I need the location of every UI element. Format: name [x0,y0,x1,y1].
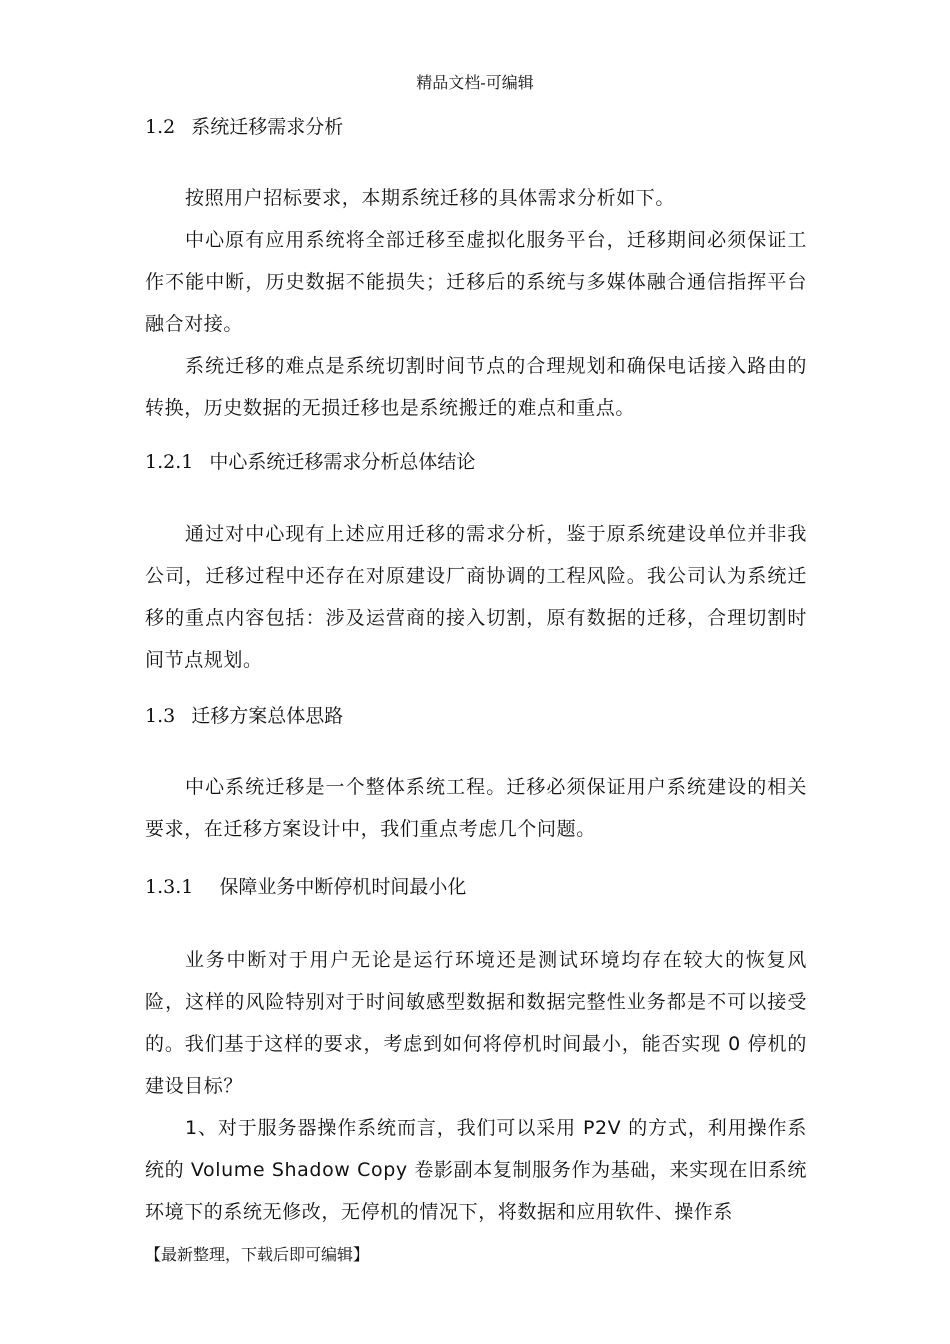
paragraph: 中心系统迁移是一个整体系统工程。迁移必须保证用户系统建设的相关要求，在迁移方案设计中，我们重点考虑几个问题。 [145,776,807,840]
section-title: 迁移方案总体思路 [191,705,344,727]
paragraph: 中心原有应用系统将全部迁移至虚拟化服务平台，迁移期间必须保证工作不能中断，历史数据不能损失；迁移后的系统与多媒体融合通信指挥平台融合对接。 [145,229,807,335]
section-title: 保障业务中断停机时间最小化 [219,876,467,898]
paragraph: 按照用户招标要求，本期系统迁移的具体需求分析如下。 [185,187,676,209]
section-heading-1-3 [145,703,343,729]
section-number: 1.3.1 [145,876,194,898]
section-number: 1.2 [145,116,176,138]
paragraph: 系统迁移的难点是系统切割时间节点的合理规划和确保电话接入路由的转换，历史数据的无损迁移也是系统搬迁的难点和重点。 [145,355,807,419]
section-number: 1.2.1 [145,451,194,473]
paragraph: 业务中断对于用户无论是运行环境还是测试环境均存在较大的恢复风险，这样的风险特别对于时间敏感型数据和数据完整性业务都是不可以接受的。我们基于这样的要求，考虑到如何将停机时间最小，能否实现 0 停机的建设目标？ [145,949,807,1097]
paragraph: 1、对于服务器操作系统而言，我们可以采用 P2V 的方式，利用操作系统的 Volume Shadow Copy 卷影副本复制服务作为基础，来实现在旧系统环境下的系统无修改，无停机的情况下，将数据和应用软件、操作系 [145,1117,807,1223]
section-title: 系统迁移需求分析 [191,116,344,138]
section-heading-1-2-1 [145,449,475,475]
page-footer-note: 【最新整理，下载后即可编辑】 [145,1245,370,1264]
section-heading-1-2 [145,114,343,140]
paragraph: 通过对中心现有上述应用迁移的需求分析，鉴于原系统建设单位并非我公司，迁移过程中还存在对原建设厂商协调的工程风险。我公司认为系统迁移的重点内容包括：涉及运营商的接入切割，原有数据的迁移，合理切割时间节点规划。 [145,523,807,671]
section-heading-1-3-1 [145,874,466,900]
section-number: 1.3 [145,705,176,727]
section-title: 中心系统迁移需求分析总体结论 [209,451,476,473]
page-header-note: 精品文档-可编辑 [416,73,534,92]
